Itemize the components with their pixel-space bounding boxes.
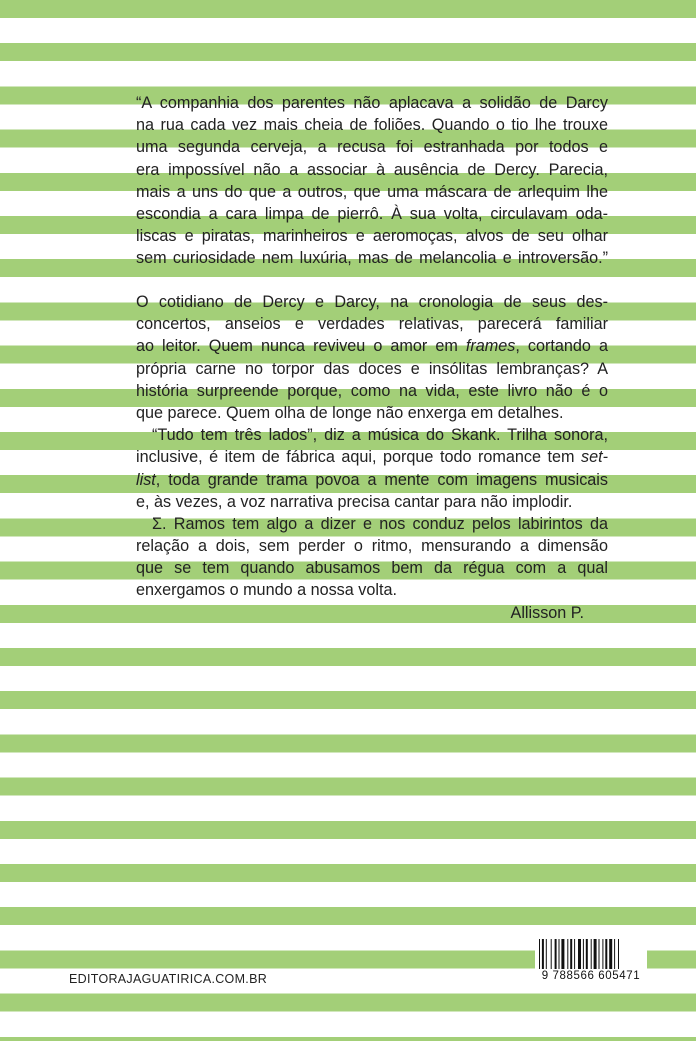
- barcode: [535, 936, 647, 988]
- isbn-number: 9 788566 605471: [541, 970, 641, 982]
- blurb-line: Σ. Ramos tem algo a dizer e nos conduz pelos labirintos da: [152, 514, 608, 533]
- barcode-icon: [539, 939, 643, 969]
- blurb-line: enxergamos o mundo a nossa volta.: [136, 581, 397, 600]
- blurb-line: e, às vezes, a voz narrativa precisa cantar para não implodir.: [136, 492, 573, 511]
- blurb-line: que parece. Quem olha de longe não enxerga em detalhes.: [136, 403, 564, 422]
- blurb-line: “Tudo tem três lados”, diz a música do Skank. Trilha sonora,: [152, 426, 608, 445]
- quote-line: era impossível não a associar à ausência de Dercy. Parecia,: [136, 160, 608, 179]
- blurb-line: list, toda grande trama povoa a mente com imagens musicais: [136, 470, 608, 489]
- blurb-line: que se tem quando abusamos bem da régua com a qual: [136, 559, 608, 578]
- blurb-line: história surpreende porque, como na vida, este livro não é o: [136, 381, 608, 400]
- blurb-line: O cotidiano de Dercy e Darcy, na cronologia de seus des-: [136, 293, 608, 311]
- back-cover-quote: [136, 92, 608, 270]
- quote-line: mais a uns do que a outros, que uma máscara de arlequim lhe: [136, 182, 608, 201]
- blurb-line: ao leitor. Quem nunca reviveu o amor em frames, cortando a: [136, 337, 608, 356]
- quote-line: sem curiosidade nem luxúria, mas de melancolia e introversão.”: [136, 249, 608, 268]
- quote-line: “A companhia dos parentes não aplacava a solidão de Darcy: [136, 94, 608, 112]
- blurb-line: relação a dois, sem perder o ritmo, mensurando a dimensão: [136, 537, 608, 556]
- blurb-line: inclusive, é item de fábrica aqui, porque todo romance tem set-: [136, 448, 608, 467]
- quote-line: liscas e piratas, marinheiros e aeromoças, alvos de seu olhar: [136, 227, 608, 246]
- blurb-line: própria carne no torpor das doces e insólitas lembranças? A: [136, 359, 608, 378]
- quote-line: escondia a cara limpa de pierrô. À sua volta, circulavam oda-: [136, 204, 608, 223]
- signature: Allisson P.: [510, 603, 584, 622]
- blurb-line: concertos, anseios e verdades relativas, parecerá familiar: [136, 315, 608, 334]
- quote-line: na rua cada vez mais cheia de foliões. Quando o tio lhe trouxe: [136, 116, 608, 135]
- back-cover-blurb: [136, 291, 608, 624]
- quote-line: uma segunda cerveja, a recusa foi estranhada por todos e: [136, 138, 608, 157]
- publisher-website: EDITORAJAGUATIRICA.COM.BR: [69, 972, 268, 986]
